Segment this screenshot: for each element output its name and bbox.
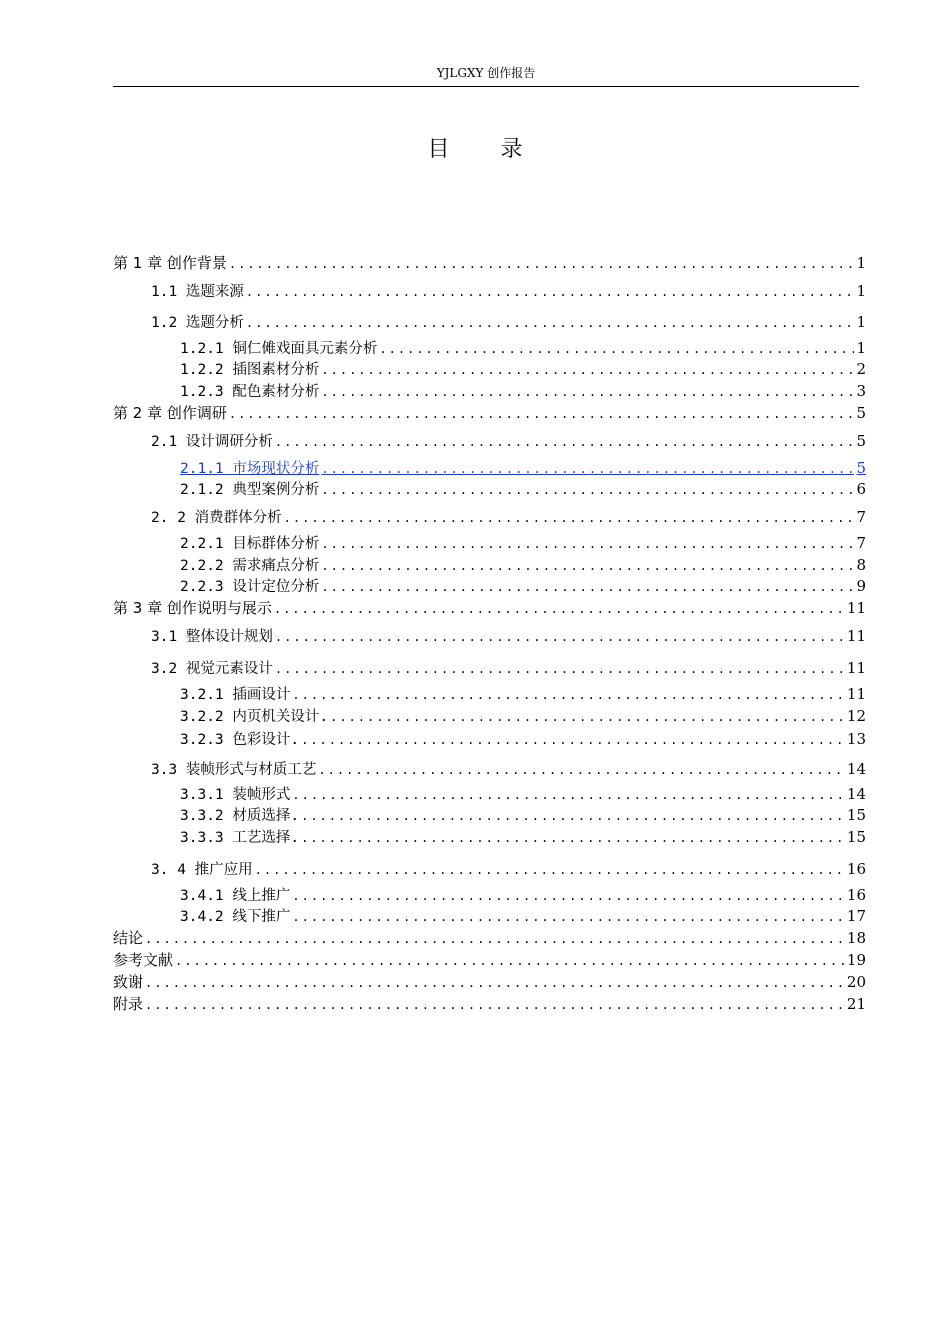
toc-entry-page: 12 (846, 707, 866, 725)
toc-entry[interactable] (151, 506, 866, 528)
toc-entry-label: 附录 (113, 995, 144, 1013)
toc-entry[interactable] (180, 457, 866, 479)
toc-entry-label: 3.3.3 工艺选择. (180, 830, 300, 846)
toc-entry-label: 3.4.2 线下推广 (180, 909, 291, 925)
toc-entry[interactable] (180, 380, 866, 402)
page-header: YJLGXY 创作报告 (113, 64, 859, 87)
toc-entry[interactable] (180, 804, 866, 826)
toc-entry-page: 15 (846, 828, 866, 846)
toc-entry-page: 1 (856, 339, 866, 357)
toc-entry-page: 7 (856, 534, 866, 552)
toc-dot-leader (145, 994, 845, 1016)
toc-entry-page: 21 (846, 995, 866, 1013)
toc-dot-leader (301, 729, 845, 751)
toc-entry-page: 17 (846, 907, 866, 925)
toc-entry-page: 18 (846, 929, 866, 947)
toc-entry-page: 5 (856, 404, 866, 422)
toc-dot-leader (275, 626, 845, 648)
toc-dot-leader (301, 827, 845, 849)
toc-entry[interactable] (113, 927, 866, 949)
toc-entry-label: 2.2.3 设计定位分析 (180, 579, 320, 595)
toc-entry-label: 3.2.3 色彩设计. (180, 732, 300, 748)
toc-dot-leader (321, 533, 854, 555)
toc-entry[interactable] (180, 905, 866, 927)
toc-entry[interactable] (113, 993, 866, 1015)
toc-entry-label: 3.2 视觉元素设计 (151, 661, 273, 677)
toc-entry[interactable] (151, 858, 866, 880)
toc-entry-page: 11 (846, 685, 866, 703)
toc-entry[interactable] (113, 252, 866, 274)
toc-dot-leader (246, 312, 855, 334)
toc-entry-page: 16 (846, 860, 866, 878)
toc-entry[interactable] (151, 280, 866, 302)
toc-entry[interactable] (180, 575, 866, 597)
toc-entry-label: 参考文献 (113, 951, 174, 969)
toc-entry-page: 11 (846, 599, 866, 617)
toc-entry-page: 14 (846, 785, 866, 803)
toc-entry-label: 3. 4 推广应用 (151, 862, 253, 878)
toc-entry[interactable] (113, 402, 866, 424)
toc-entry[interactable] (151, 657, 866, 679)
toc-entry[interactable] (180, 532, 866, 554)
toc-entry-page: 11 (846, 659, 866, 677)
page-title: 目 录 (427, 137, 545, 162)
toc-entry-page: 2 (856, 360, 866, 378)
toc-entry[interactable] (180, 337, 866, 359)
toc-dot-leader (292, 885, 845, 907)
toc-entry-label: 3.3.1 装帧形式 (180, 787, 291, 803)
toc-entry-page: 5 (856, 459, 866, 477)
toc-entry-label: 2.1.1 市场现状分析 (180, 461, 320, 477)
toc-entry[interactable] (180, 728, 866, 750)
toc-dot-leader (321, 458, 854, 480)
toc-entry-label: 1.1 选题来源 (151, 284, 244, 300)
toc-dot-leader (145, 972, 845, 994)
toc-entry[interactable] (151, 758, 866, 780)
toc-entry[interactable] (151, 625, 866, 647)
toc-dot-leader (292, 684, 845, 706)
toc-entry[interactable] (180, 705, 866, 727)
toc-entry-page: 7 (856, 508, 866, 526)
toc-entry-page: 13 (846, 730, 866, 748)
toc-dot-leader (292, 906, 845, 928)
toc-entry-page: 1 (856, 282, 866, 300)
toc-entry[interactable] (113, 597, 866, 619)
toc-dot-leader (229, 403, 855, 425)
toc-dot-leader (321, 381, 854, 403)
toc-dot-leader (229, 253, 855, 275)
toc-entry-label: 1.2.3 配色素材分析 (180, 384, 320, 400)
toc-dot-leader (321, 479, 854, 501)
toc-entry[interactable] (113, 971, 866, 993)
toc-dot-leader (379, 338, 854, 360)
toc-entry-page: 9 (856, 577, 866, 595)
toc-dot-leader (321, 555, 854, 577)
toc-entry-label: 结论 (113, 929, 144, 947)
toc-entry-page: 5 (856, 432, 866, 450)
toc-dot-leader (301, 805, 845, 827)
toc-entry[interactable] (180, 478, 866, 500)
toc-entry-page: 16 (846, 886, 866, 904)
toc-entry[interactable] (151, 430, 866, 452)
toc-dot-leader (284, 507, 855, 529)
toc-dot-leader (255, 859, 845, 881)
toc-entry[interactable] (180, 783, 866, 805)
toc-entry-label: 3.1 整体设计规划 (151, 629, 273, 645)
toc-entry-page: 19 (846, 951, 866, 969)
toc-entry-label: 3.2.1 插画设计 (180, 687, 291, 703)
toc-entry[interactable] (180, 554, 866, 576)
toc-entry-label: 3.4.1 线上推广 (180, 888, 291, 904)
toc-entry-label: 第 1 章 创作背景 (113, 254, 227, 272)
toc-entry-page: 6 (856, 480, 866, 498)
toc-dot-leader (246, 281, 855, 303)
toc-dot-leader (330, 706, 845, 728)
toc-entry-label: 2.1 设计调研分析 (151, 434, 273, 450)
toc-dot-leader (321, 576, 854, 598)
toc-entry-label: 1.2 选题分析 (151, 315, 244, 331)
toc-entry-page: 14 (846, 760, 866, 778)
toc-entry[interactable] (113, 949, 866, 971)
toc-entry-label: 1.2.2 插图素材分析 (180, 362, 320, 378)
toc-entry[interactable] (151, 311, 866, 333)
toc-entry-label: 2.1.2 典型案例分析 (180, 482, 320, 498)
toc-dot-leader (175, 950, 845, 972)
toc-entry-label: 2.2.1 目标群体分析 (180, 536, 320, 552)
toc-entry-page: 15 (846, 806, 866, 824)
toc-entry-label: 3.2.2 内页机关设计. (180, 709, 329, 725)
toc-entry-page: 20 (846, 973, 866, 991)
toc-entry-page: 3 (856, 382, 866, 400)
toc-dot-leader (275, 431, 855, 453)
toc-entry[interactable] (180, 358, 866, 380)
toc-entry-page: 11 (846, 627, 866, 645)
toc-entry-label: 3.3.2 材质选择. (180, 808, 300, 824)
toc-entry-page: 1 (856, 254, 866, 272)
toc-entry-label: 1.2.1 铜仁傩戏面具元素分析 (180, 341, 378, 357)
toc-dot-leader (274, 598, 845, 620)
toc-entry-page: 8 (856, 556, 866, 574)
toc-entry-label: 2. 2 消费群体分析 (151, 510, 282, 526)
toc-entry-label: 第 2 章 创作调研 (113, 404, 227, 422)
toc-dot-leader (292, 784, 845, 806)
toc-entry-label: 2.2.2 需求痛点分析 (180, 558, 320, 574)
toc-entry-label: 致谢 (113, 973, 144, 991)
toc-entry[interactable] (180, 683, 866, 705)
toc-entry-label: 第 3 章 创作说明与展示 (113, 599, 272, 617)
toc-dot-leader (318, 759, 844, 781)
toc-dot-leader (145, 928, 845, 950)
toc-entry[interactable] (180, 884, 866, 906)
toc-entry[interactable] (180, 826, 866, 848)
toc-dot-leader (275, 658, 845, 680)
toc-entry-label: 3.3 装帧形式与材质工艺 (151, 762, 317, 778)
toc-dot-leader (321, 359, 854, 381)
toc-entry-page: 1 (856, 313, 866, 331)
